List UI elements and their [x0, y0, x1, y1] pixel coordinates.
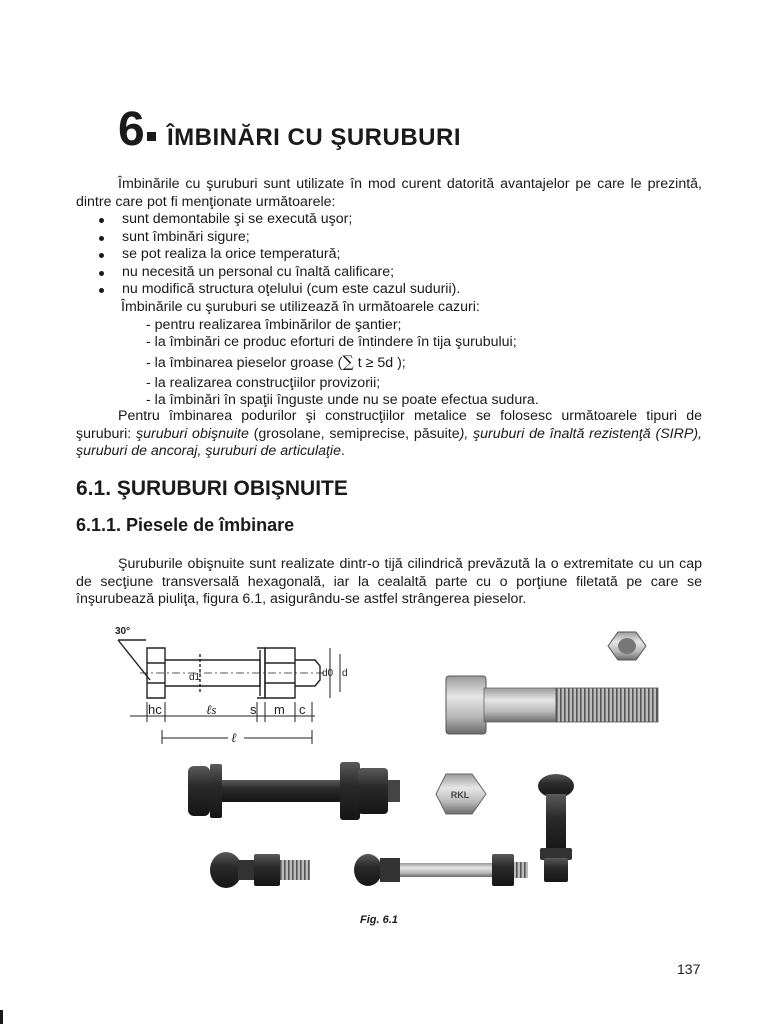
figure-caption: Fig. 6.1 — [360, 914, 398, 926]
chapter-dot — [147, 132, 156, 141]
list-item: sunt demontabile şi se execută uşor; — [96, 211, 696, 229]
vertical-bolt-photo — [538, 774, 574, 882]
bullet-icon — [99, 271, 104, 276]
head-marking-text: RKL — [450, 790, 470, 800]
usage-lead: Îmbinările cu şuruburi se utilizează în următoarele cazuri: — [121, 299, 480, 315]
m-label: m — [274, 702, 285, 717]
s-label: s — [250, 702, 257, 717]
hex-nut-photo — [608, 632, 646, 660]
bullet-icon — [99, 253, 104, 258]
subsection-title: 6.1.1. Piesele de îmbinare — [76, 515, 295, 535]
case-item: - la îmbinarea pieselor groase (∑ t ≥ 5d ); — [146, 352, 406, 371]
case-item: - la realizarea construcţiilor provizorii; — [146, 375, 381, 391]
case-item: - la îmbinări în spaţii înguste unde nu se poate efectua sudura. — [146, 392, 539, 408]
figure-6-1 — [100, 618, 680, 908]
hc-label: hc — [148, 702, 162, 717]
section-title: 6.1. ŞURUBURI OBIŞNUITE — [76, 477, 348, 500]
bullet-icon — [99, 218, 104, 223]
advantages-list — [96, 211, 696, 299]
square-neck-bolt-photo — [354, 854, 528, 886]
bolt-types-paragraph: Pentru îmbinarea podurilor şi construcţiilor metalice se folosesc următoarele tipuri de şuruburi: şuruburi obişnuite (grosolane, semiprecise, păsuite), şuruburi de înaltă rezistenţă (SIRP), şuruburi de ancoraj, şuruburi de articulaţie. — [76, 408, 702, 460]
d1-label: d1 — [189, 672, 201, 683]
scan-edge-mark — [0, 1010, 3, 1024]
chapter-title: ÎMBINĂRI CU ŞURUBURI — [167, 124, 461, 151]
case-item: - pentru realizarea îmbinărilor de şantier; — [146, 317, 402, 333]
list-item: se pot realiza la orice temperatură; — [96, 246, 696, 264]
bolt-head-marking-photo — [436, 774, 486, 814]
round-head-bolt-photo — [210, 852, 310, 888]
bolt-technical-drawing — [115, 626, 348, 745]
bullet-icon — [99, 288, 104, 293]
hex-bolt-photo — [446, 676, 658, 734]
page-number: 137 — [677, 961, 701, 977]
intro-paragraph: Îmbinările cu şuruburi sunt utilizate în mod curent datorită avantajelor pe care le prezintă, dintre care pot fi menţionate următoarele: — [76, 176, 702, 210]
dark-bolt-photo — [188, 762, 400, 820]
ls-label: ℓs — [206, 702, 217, 717]
d-label: d — [342, 668, 348, 679]
list-item: nu necesită un personal cu înaltă calificare; — [96, 264, 696, 282]
list-item: sunt îmbinări sigure; — [96, 229, 696, 247]
l-label: ℓ — [231, 730, 237, 745]
sigma-symbol: ∑ — [342, 352, 354, 371]
chapter-number: 6 — [118, 102, 156, 158]
case-item: - la îmbinări ce produc eforturi de întindere în tija şurubului; — [146, 334, 517, 350]
bullet-icon — [99, 236, 104, 241]
list-item: nu modifică structura oţelului (cum este cazul sudurii). — [96, 281, 696, 299]
subsection-paragraph: Şuruburile obişnuite sunt realizate dintr-o tijă cilindrică prevăzută la o extremitate cu un cap de secţiune transversală hexagonală, iar la cealaltă parte cu o porţiune filetată pe care se înşurubează piuliţa, figura 6.1, asigurându-se astfel strângerea pieselor. — [76, 556, 702, 608]
c-label: c — [299, 702, 306, 717]
angle-label: 30° — [115, 626, 131, 637]
d0-label: d0 — [322, 668, 334, 679]
